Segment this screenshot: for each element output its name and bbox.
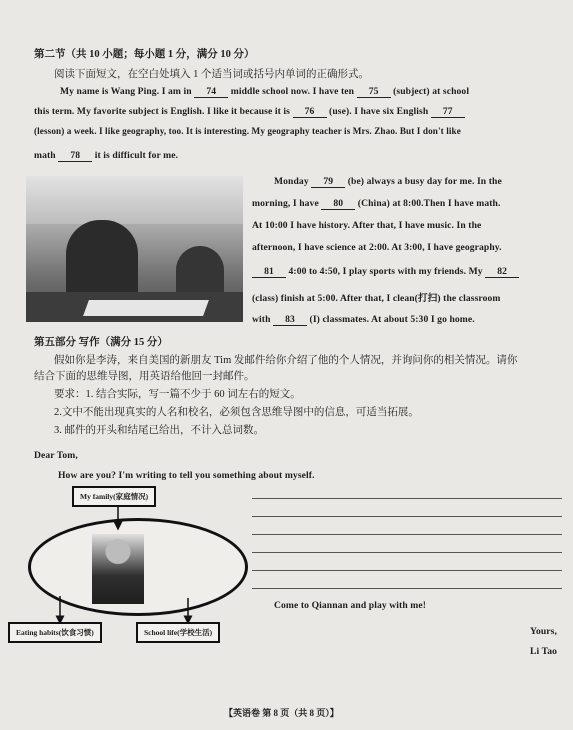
section5-heading: 第五部分 写作（满分 15 分）	[34, 337, 168, 348]
writing-line[interactable]	[252, 570, 562, 571]
blank-80[interactable]: 80	[321, 198, 355, 210]
passage-line-2: this term. My favorite subject is English. I like it because it is 76 (use). I have six English 77	[34, 106, 465, 118]
passage-right-5: 81 4:00 to 4:50, I play sports with my friends. My 82	[252, 266, 519, 278]
requirement-2: 2.文中不能出现真实的人名和校名，必须包含思维导图中的信息，可适当拓展。	[54, 407, 419, 418]
blank-83[interactable]: 83	[273, 314, 307, 326]
salutation: Dear Tom,	[34, 450, 78, 461]
blank-79[interactable]: 79	[311, 176, 345, 188]
passage-right-2: morning, I have 80 (China) at 8:00.Then I have math.	[252, 198, 501, 209]
passage-right-3: At 10:00 I have history. After that, I have music. In the	[252, 220, 482, 231]
mindmap-school-box: School life(学校生活)	[136, 622, 220, 643]
writing-line[interactable]	[252, 552, 562, 553]
blank-77[interactable]: 77	[431, 106, 465, 118]
passage-right-7: with 83 (I) classmates. At about 5:30 I go home.	[252, 314, 475, 325]
section5-prompt-2: 结合下面的思维导图，用英语给他回一封邮件。	[34, 371, 255, 382]
requirement-3: 3. 邮件的开头和结尾已给出，不计入总词数。	[54, 425, 264, 436]
section5-prompt-1: 假如你是李涛，来自美国的新朋友 Tim 发邮件给你介绍了他的个人情况，并询问你的相关情况。请你	[54, 355, 518, 366]
signature-name: Li Tao	[530, 646, 558, 657]
passage-line-3: (lesson) a week. I like geography, too. It is interesting. My geography teacher is Mrs. Zhao. But I don't like	[34, 126, 461, 136]
writing-line[interactable]	[252, 534, 562, 535]
closing-sentence: Come to Qiannan and play with me!	[274, 600, 427, 611]
blank-81[interactable]: 81	[252, 266, 286, 278]
writing-line[interactable]	[252, 588, 562, 589]
passage-right-6: (class) finish at 5:00. After that, I clean(打扫) the classroom	[252, 293, 501, 304]
section2-heading: 第二节（共 10 小题；每小题 1 分，满分 10 分）	[34, 49, 255, 60]
page-footer: 【英语卷 第 8 页（共 8 页）】	[224, 708, 339, 718]
requirement-1: 要求：1. 结合实际，写一篇不少于 60 词左右的短文。	[54, 389, 301, 400]
blank-76[interactable]: 76	[293, 106, 327, 118]
blank-75[interactable]: 75	[357, 86, 391, 98]
passage-right-4: afternoon, I have science at 2:00. At 3:00, I have geography.	[252, 242, 502, 253]
section2-instruction: 阅读下面短文，在空白处填入 1 个适当词或括号内单词的正确形式。	[54, 69, 369, 80]
writing-line[interactable]	[252, 498, 562, 499]
writing-line[interactable]	[252, 516, 562, 517]
mindmap-family-box: My family(家庭情况)	[72, 486, 156, 507]
passage-line-1: My name is Wang Ping. I am in 74 middle school now. I have ten 75 (subject) at school	[60, 86, 470, 97]
passage-right-1: Monday 79 (be) always a busy day for me. In the	[274, 176, 502, 187]
passage-line-4: math 78 it is difficult for me.	[34, 150, 179, 161]
sign-off: Yours,	[530, 626, 557, 637]
blank-78[interactable]: 78	[58, 150, 92, 162]
blank-82[interactable]: 82	[485, 266, 519, 278]
blank-74[interactable]: 74	[194, 86, 228, 98]
opening-sentence: How are you? I'm writing to tell you something about myself.	[58, 470, 315, 481]
mindmap-eating-box: Eating habits(饮食习惯)	[8, 622, 102, 643]
